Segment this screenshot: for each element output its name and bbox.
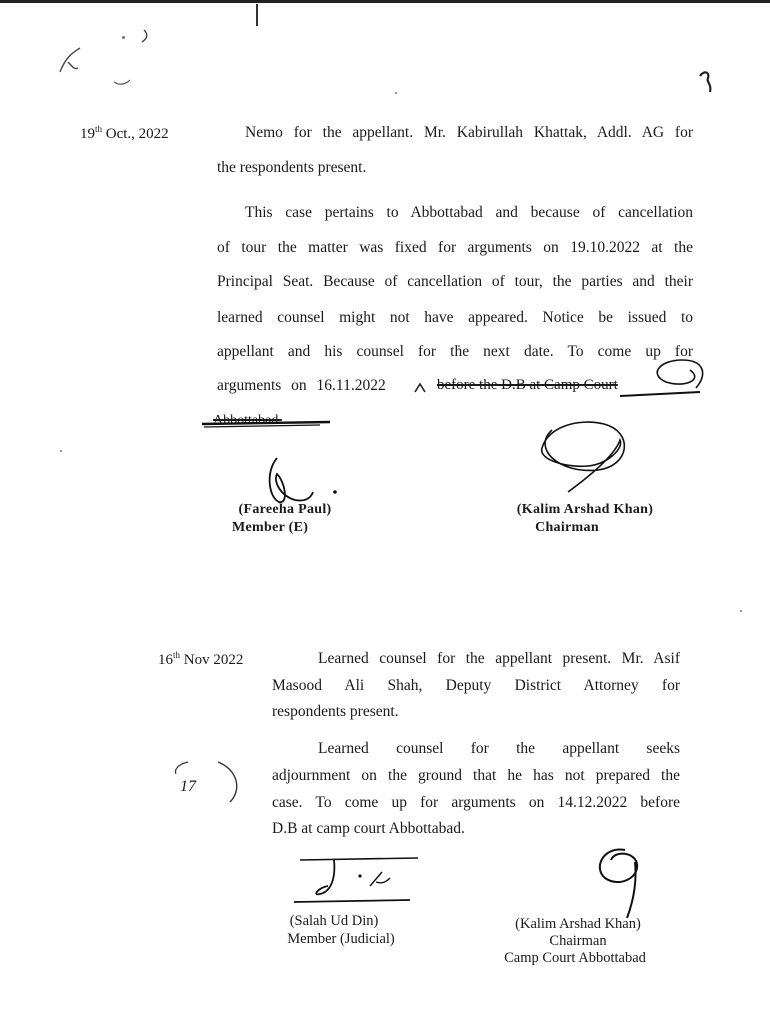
strike-through-scribble [200, 412, 340, 432]
order-1-date: 19th Oct., 2022 [80, 124, 169, 142]
page-top-edge [0, 0, 770, 3]
strike-through-loop [620, 330, 710, 400]
order-1-line-4: of tour the matter was fixed for arguments on 19.10.2022 at the [217, 239, 693, 256]
order-2-line-5: adjournment on the ground that he has not prepared the [272, 767, 680, 784]
order-1-line-5: Principal Seat. Because of cancellation of tour, the parties and their [217, 273, 693, 290]
signature-salah-ud-din [290, 852, 430, 916]
order-2-left-signatory-title: Member (Judicial) [287, 931, 395, 947]
signature-kalim-arshad-khan-1 [528, 418, 638, 498]
order-1-struck-text-1: before the D.B at Camp Court [437, 377, 618, 393]
order-1-line-7: appellant and his counsel for the next date. To come up for [217, 343, 693, 360]
insertion-caret-icon [413, 380, 427, 394]
order-2-line-3: respondents present. [272, 703, 399, 720]
order-2-line-1: Learned counsel for the appellant present. Mr. Asif [318, 650, 680, 667]
order-1-line-8: arguments on 16.11.2022 [217, 377, 386, 394]
scan-speck [395, 92, 397, 94]
order-2-line-7: D.B at camp court Abbottabad. [272, 820, 465, 837]
order-1-struck-text-2: Abbottabad. [213, 413, 282, 428]
order-1-right-signatory-name: (Kalim Arshad Khan) [516, 502, 654, 517]
corner-ink-mark [694, 66, 724, 96]
order-2-right-signatory-name: (Kalim Arshad Khan) [515, 916, 641, 932]
order-1-line-1: Nemo for the appellant. Mr. Kabirullah Khattak, Addl. AG for [245, 124, 693, 141]
order-1-line-6: learned counsel might not have appeared. Notice be issued to [217, 309, 693, 326]
order-1-line-3: This case pertains to Abbottabad and because of cancellation [245, 204, 693, 221]
order-2-right-signatory-place: Camp Court Abbottabad [504, 950, 646, 966]
order-2-date: 16th Nov 2022 [158, 650, 244, 668]
order-2-line-6: case. To come up for arguments on 14.12.2022 before [272, 794, 680, 811]
order-1-left-signatory-name: (Fareeha Paul) [238, 502, 332, 517]
scan-speck [740, 610, 742, 612]
margin-note: 17 [180, 778, 196, 795]
order-1-line-2: the respondents present. [217, 159, 367, 176]
order-2-line-4: Learned counsel for the appellant seeks [318, 740, 680, 757]
order-2-right-signatory-title: Chairman [549, 933, 607, 949]
page-edge-mark [256, 4, 258, 26]
corner-scribble [52, 22, 162, 92]
order-1-left-signatory-title: Member (E) [232, 520, 309, 535]
order-1-right-signatory-title: Chairman [535, 520, 599, 535]
order-2-left-signatory-name: (Salah Ud Din) [289, 913, 379, 929]
signature-kalim-arshad-khan-2 [585, 842, 655, 922]
order-2-line-2: Masood Ali Shah, Deputy District Attorney for [272, 677, 680, 694]
scan-speck [60, 450, 62, 452]
